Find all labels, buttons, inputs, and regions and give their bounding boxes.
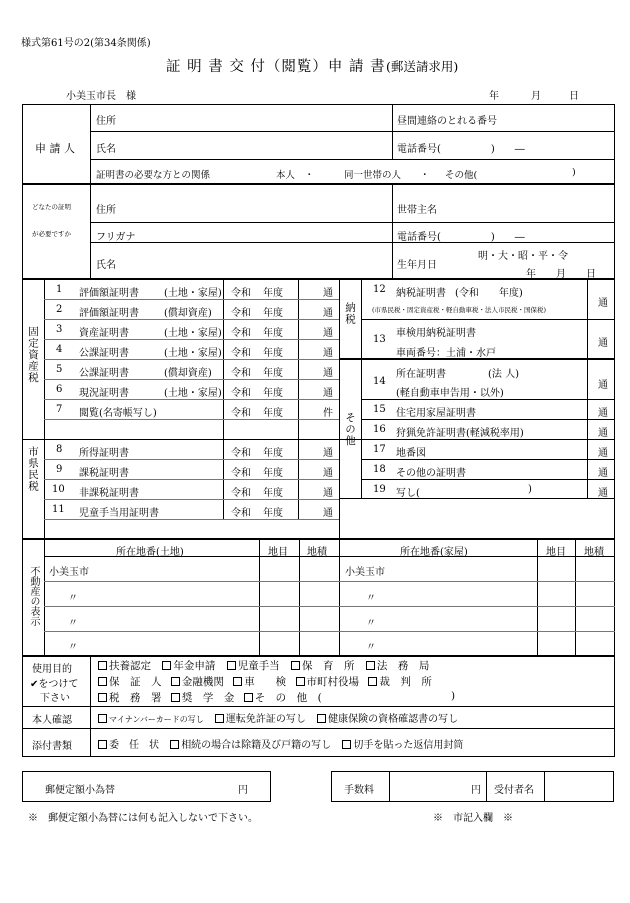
item-13-name[interactable]: 車検用納税証明書 <box>396 328 476 339</box>
relation-label: 証明書の必要な方との関係 <box>96 170 211 181</box>
checkbox-purpose-legal-affairs[interactable] <box>366 661 375 670</box>
item-scope: (土地・家屋) <box>164 328 222 339</box>
item-12-unit: 通 <box>598 298 608 309</box>
purpose-option-label: 保 育 所 <box>302 660 355 672</box>
item-number: 9 <box>56 464 63 475</box>
date-day-label[interactable]: 日 <box>569 91 579 102</box>
addressee: 小美玉市長 様 <box>66 91 136 102</box>
item-15-number: 15 <box>373 404 386 415</box>
item-18-name[interactable]: その他の証明書 <box>396 468 466 479</box>
land-chiseki-header: 地積 <box>307 547 327 558</box>
item-era: 令和 <box>231 468 251 479</box>
relation-household-option[interactable]: 同一世帯の人 ・ <box>344 170 430 181</box>
land-location-header: 所在地番(土地) <box>116 547 184 558</box>
item-era: 令和 <box>231 388 251 399</box>
checkbox-attach-return-envelope[interactable] <box>342 740 351 749</box>
item-14-usage[interactable]: (軽自動車申告用・以外) <box>396 388 504 399</box>
postal-order-note: ※ 郵便定額小為替には何も記入しないで下さい。 <box>28 813 258 824</box>
item-scope: (土地・家屋) <box>164 348 222 359</box>
item-fiscal-year[interactable]: 年度 <box>263 288 283 299</box>
checkbox-purpose-other[interactable] <box>244 693 253 702</box>
purpose-option-label: 法 務 局 <box>376 660 430 672</box>
applicant-daytime-contact-field[interactable]: 昼間連絡のとれる番号 <box>397 116 497 127</box>
item-fiscal-year[interactable]: 年度 <box>263 328 283 339</box>
item-fiscal-year[interactable]: 年度 <box>263 308 283 319</box>
identity-option-label: マイナンバーカードの写し <box>109 715 204 724</box>
item-number: 5 <box>56 364 63 375</box>
identity-option-label: 運転免許証の写し <box>225 714 306 725</box>
municipal-tax-section-label: 市県民税 <box>27 446 39 492</box>
checkbox-identity-license[interactable] <box>215 714 224 723</box>
fee-yen[interactable]: 円 <box>471 785 481 796</box>
date-year-label[interactable]: 年 <box>489 91 499 102</box>
item-name[interactable]: 所得証明書 <box>79 448 129 459</box>
tax-payment-section-label: 納税 <box>344 302 356 325</box>
checkbox-purpose-scholarship[interactable] <box>171 693 180 702</box>
item-12-number: 12 <box>373 284 386 295</box>
householder-field[interactable]: 世帯主名 <box>397 205 437 216</box>
checkbox-identity-insurance[interactable] <box>317 714 326 723</box>
furigana-field[interactable]: フリガナ <box>96 232 136 243</box>
checkbox-attach-proxy[interactable] <box>98 740 107 749</box>
checkbox-purpose-pension[interactable] <box>162 661 171 670</box>
item-19-number: 19 <box>373 484 386 495</box>
real-estate-section-label: 不動産の表示 <box>28 566 39 626</box>
item-13-vehicle-number[interactable]: 車両番号：土浦・水戸 <box>396 348 496 359</box>
building-row-2-ditto[interactable]: 〃 <box>366 593 376 604</box>
item-16-unit: 通 <box>598 428 608 439</box>
purpose-option-label: 扶養認定 <box>109 660 151 672</box>
item-unit[interactable]: 通 <box>323 288 333 299</box>
purpose-other-close: ) <box>451 690 456 702</box>
identity-options <box>98 710 458 725</box>
item-18-unit: 通 <box>598 468 608 479</box>
item-era: 令和 <box>231 348 251 359</box>
checkbox-purpose-court[interactable] <box>368 677 377 686</box>
checkbox-attach-family-register[interactable] <box>170 740 179 749</box>
item-name[interactable]: 評価額証明書 <box>79 288 139 299</box>
item-era: 令和 <box>231 328 251 339</box>
era-options[interactable]: 明・大・昭・平・令 <box>478 251 568 262</box>
item-number: 11 <box>52 504 65 515</box>
purpose-row-2 <box>98 674 432 689</box>
form-title: 証 明 書 交 付（閲覧）申 請 書 <box>166 59 386 75</box>
item-era: 令和 <box>231 508 251 519</box>
checkbox-purpose-bank[interactable] <box>171 677 180 686</box>
purpose-option-label: 市町村役場 <box>306 676 360 688</box>
building-chiseki-header: 地積 <box>584 547 604 558</box>
land-chimoku-header: 地目 <box>268 547 288 558</box>
land-row-1-city[interactable]: 小美玉市 <box>49 567 89 578</box>
subject-heading-2: が必要ですか <box>32 230 71 238</box>
item-19-unit: 通 <box>598 488 608 499</box>
building-row-1-city[interactable]: 小美玉市 <box>345 567 385 578</box>
item-17-number: 17 <box>373 444 386 455</box>
item-name[interactable]: 評価額証明書 <box>79 308 139 319</box>
item-17-unit: 通 <box>598 448 608 459</box>
fixed-asset-section-label: 固定資産税 <box>27 326 39 384</box>
item-name[interactable]: 現況証明書 <box>79 388 129 399</box>
applicant-heading: 申 請 人 <box>35 142 75 155</box>
attachment-option-label: 委 任 状 <box>109 740 159 751</box>
item-scope: (土地・家屋) <box>164 388 222 399</box>
building-row-3-ditto[interactable]: 〃 <box>366 618 376 629</box>
item-19-name[interactable]: 写し( <box>396 488 420 499</box>
attachment-option-label: 切手を貼った返信用封筒 <box>353 740 464 751</box>
postal-order-yen[interactable]: 円 <box>238 785 248 796</box>
item-unit[interactable]: 通 <box>323 388 333 399</box>
receiver-label: 受付者名 <box>494 785 534 796</box>
item-fiscal-year[interactable]: 年度 <box>263 348 283 359</box>
checkbox-purpose-municipal-office[interactable] <box>296 677 305 686</box>
identity-option-label: 健康保険の資格確認書の写し <box>328 714 459 725</box>
checkbox-purpose-vehicle-inspection[interactable] <box>233 677 242 686</box>
item-scope: (償却資産) <box>164 308 212 319</box>
fee-label: 手数料 <box>344 785 374 796</box>
item-unit[interactable]: 通 <box>323 448 333 459</box>
item-15-name[interactable]: 住宅用家屋証明書 <box>396 408 476 419</box>
item-scope: (償却資産) <box>164 368 212 379</box>
checkbox-purpose-guarantor[interactable] <box>98 677 107 686</box>
item-unit[interactable]: 通 <box>323 488 333 499</box>
form-number: 様式第61号の2(第34条関係) <box>21 38 151 49</box>
subject-heading-1: どなたの証明 <box>32 203 71 211</box>
item-15-unit: 通 <box>598 408 608 419</box>
date-month-label[interactable]: 月 <box>531 91 541 102</box>
item-number: 3 <box>56 324 63 335</box>
attachments-label: 添付書類 <box>32 741 72 752</box>
item-name[interactable]: 児童手当用証明書 <box>79 508 159 519</box>
purpose-option-label: そ の 他 ( <box>254 692 322 704</box>
birthdate-label: 生年月日 <box>397 260 437 271</box>
item-era: 令和 <box>231 488 251 499</box>
item-number: 7 <box>56 404 63 415</box>
item-18-number: 18 <box>373 464 386 475</box>
item-number: 1 <box>56 284 63 295</box>
item-17-name[interactable]: 地番図 <box>396 448 426 459</box>
item-number: 2 <box>56 304 63 315</box>
item-era: 令和 <box>231 308 251 319</box>
item-fiscal-year[interactable]: 年度 <box>263 388 283 399</box>
item-13-unit: 通 <box>598 338 608 349</box>
purpose-row-3 <box>98 690 322 705</box>
item-number: 8 <box>56 444 63 455</box>
identity-label: 本人確認 <box>32 715 72 726</box>
item-number: 10 <box>52 484 65 495</box>
purpose-label-2: ✔をつけて <box>30 679 79 690</box>
item-name[interactable]: 公課証明書 <box>79 368 129 379</box>
item-fiscal-year[interactable]: 年度 <box>263 508 283 519</box>
applicant-name-field[interactable]: 氏名 <box>96 144 116 155</box>
subject-name-field[interactable]: 氏名 <box>96 260 116 271</box>
postal-order-label: 郵便定額小為替 <box>45 785 115 796</box>
item-13-number: 13 <box>373 334 386 345</box>
birthdate-ymd[interactable]: 年 月 日 <box>526 269 596 280</box>
purpose-option-label: 金融機関 <box>181 676 224 688</box>
attachment-option-label: 相続の場合は除籍及び戸籍の写し <box>181 740 332 751</box>
item-name[interactable]: 公課証明書 <box>79 348 129 359</box>
subject-phone-field[interactable]: 電話番号( ) ― <box>397 232 525 243</box>
city-use-note: ※ 市記入欄 ※ <box>433 813 513 824</box>
applicant-phone-field[interactable]: 電話番号( ) ― <box>397 144 525 155</box>
item-era: 令和 <box>231 288 251 299</box>
checkbox-purpose-dependent[interactable] <box>98 661 107 670</box>
purpose-option-label: 裁 判 所 <box>379 676 432 688</box>
item-name[interactable]: 資産証明書 <box>79 328 129 339</box>
checkbox-purpose-child-allowance[interactable] <box>227 661 236 670</box>
item-era: 令和 <box>231 408 251 419</box>
item-number: 4 <box>56 344 63 355</box>
item-14-unit: 通 <box>598 380 608 391</box>
item-name[interactable]: 課税証明書 <box>79 468 129 479</box>
item-number: 6 <box>56 384 63 395</box>
item-14-corporation[interactable]: (法 人) <box>488 369 519 380</box>
purpose-option-label: 保 証 人 <box>109 676 162 688</box>
item-scope: (土地・家屋) <box>164 288 222 299</box>
item-16-number: 16 <box>373 424 386 435</box>
applicant-address-field[interactable]: 住所 <box>96 116 116 127</box>
purpose-option-label: 年金申請 <box>173 660 216 672</box>
relation-other-close: ) <box>572 167 576 178</box>
purpose-option-label: 奨 学 金 <box>181 692 235 704</box>
item-era: 令和 <box>231 448 251 459</box>
building-location-header: 所在地番(家屋) <box>400 547 468 558</box>
item-fiscal-year[interactable]: 年度 <box>263 448 283 459</box>
item-fiscal-year[interactable]: 年度 <box>263 368 283 379</box>
subject-address-field[interactable]: 住所 <box>96 205 116 216</box>
checkbox-purpose-tax-office[interactable] <box>98 693 107 702</box>
item-unit[interactable]: 通 <box>323 348 333 359</box>
building-chimoku-header: 地目 <box>546 547 566 558</box>
item-unit[interactable]: 件 <box>323 408 333 419</box>
attachment-options <box>98 736 463 751</box>
checkbox-purpose-nursery[interactable] <box>291 661 300 670</box>
item-12-name[interactable]: 納税証明書 <box>396 288 446 299</box>
item-unit[interactable]: 通 <box>323 328 333 339</box>
land-row-4-ditto[interactable]: 〃 <box>68 642 78 653</box>
item-16-name[interactable]: 狩猟免許証明書(軽減税率用) <box>396 428 524 439</box>
item-name[interactable]: 閲覧(名寄帳写し) <box>79 408 157 419</box>
item-fiscal-year[interactable]: 年度 <box>263 408 283 419</box>
checkbox-identity-mynumber[interactable] <box>98 714 107 723</box>
purpose-option-label: 車 検 <box>244 676 287 688</box>
item-12-tax-types: (市県民税・固定資産税・軽自動車税・法人市民税・国保税) <box>372 306 547 314</box>
item-unit[interactable]: 通 <box>323 308 333 319</box>
item-14-number: 14 <box>373 376 386 387</box>
item-unit[interactable]: 通 <box>323 468 333 479</box>
purpose-label-3: 下さい <box>40 693 70 704</box>
form-title-suffix: (郵送請求用) <box>386 59 459 74</box>
purpose-row-1 <box>98 658 429 673</box>
purpose-option-label: 児童手当 <box>237 660 280 672</box>
purpose-label-1: 使用目的 <box>32 664 72 675</box>
land-row-2-ditto[interactable]: 〃 <box>68 593 78 604</box>
building-row-4-ditto[interactable]: 〃 <box>366 642 376 653</box>
item-12-fiscal-year[interactable]: (令和 年度) <box>455 288 523 299</box>
land-row-3-ditto[interactable]: 〃 <box>68 618 78 629</box>
item-19-close: ) <box>528 484 532 495</box>
item-14-name[interactable]: 所在証明書 <box>396 369 446 380</box>
item-unit[interactable]: 通 <box>323 368 333 379</box>
item-unit[interactable]: 通 <box>323 508 333 519</box>
item-name[interactable]: 非課税証明書 <box>79 488 139 499</box>
item-fiscal-year[interactable]: 年度 <box>263 488 283 499</box>
purpose-option-label: 税 務 署 <box>109 692 162 704</box>
item-fiscal-year[interactable]: 年度 <box>263 468 283 479</box>
relation-self-option[interactable]: 本人 ・ <box>276 170 315 181</box>
relation-other-option[interactable]: その他( <box>445 170 478 181</box>
other-section-label: その他 <box>344 412 356 447</box>
item-era: 令和 <box>231 368 251 379</box>
